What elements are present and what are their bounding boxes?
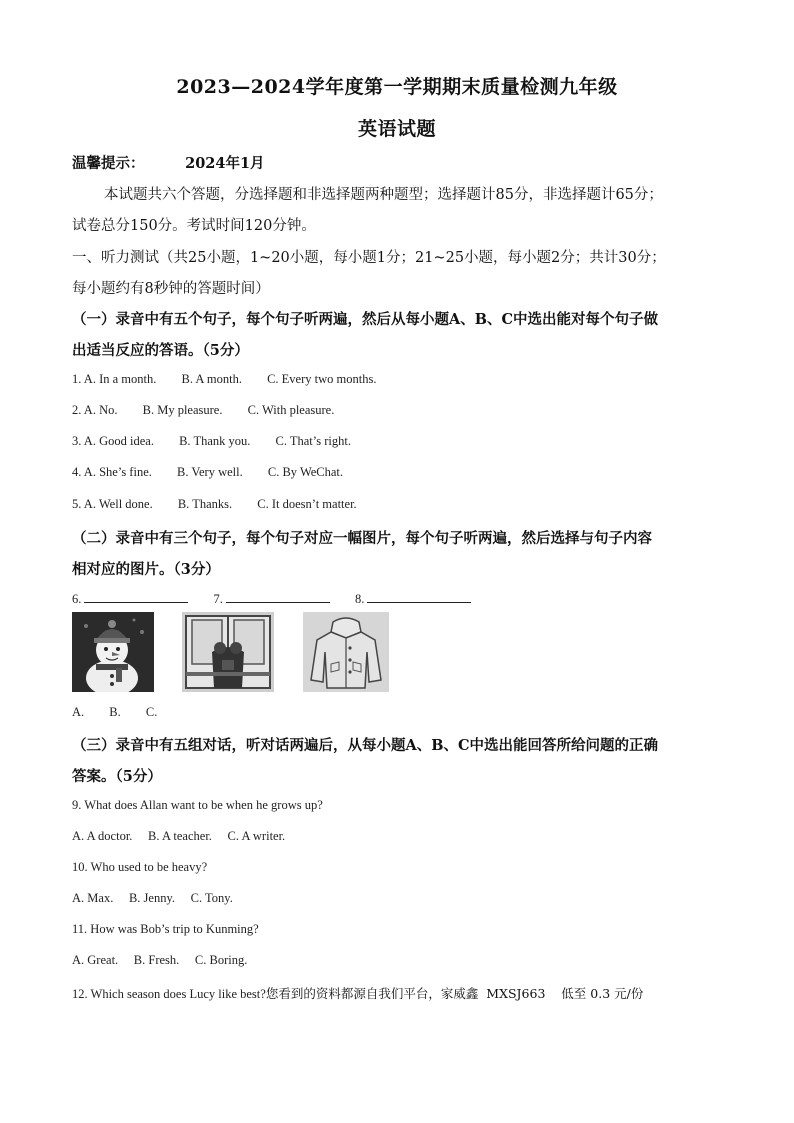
q-option-a: In a month. [99,372,157,386]
notice-label: 温馨提示： [72,155,145,172]
part1-instruction-1: （一）录音中有五个句子，每个句子听两遍，然后从每小题A、B、C中选出能对每个句子做 [72,311,659,328]
q-option-a: She’s fine. [99,465,152,479]
image-label-c: C. [145,705,158,719]
q-option-a: Good idea. [99,434,154,448]
question-11-options: A. Great. B. Fresh. C. Boring. [72,953,248,967]
question-2 [72,403,334,418]
q-option-c: C. With pleasure. [247,403,335,417]
question-3 [72,434,351,449]
coat-image [303,612,389,692]
exam-title: 2023—2024学年度第一学期期末质量检测九年级 [176,76,618,98]
image-label-b: B. [109,705,121,719]
blank-label-8: 8. [355,592,365,606]
section1-heading-1: 一、听力测试（共25小题，1~20小题，每小题1分；21~25小题，每小题2分；共计30分； [72,250,666,266]
question-12: 12. Which season does Lucy like best? [72,987,266,1001]
window-image [182,612,274,692]
question-10: 10. Who used to be heavy? [72,860,208,874]
q-num: 3. A. [72,434,96,448]
blank-label-6: 6. [72,592,82,606]
q-option-a: Well done. [98,497,153,511]
answer-blank-7[interactable] [226,590,330,603]
question-4 [72,465,343,480]
q-num: 4. A. [72,465,96,479]
q-option-b: B. My pleasure. [142,403,223,417]
watermark-text: 您看到的资料都源自我们平台，家威鑫 MXSJ663 低至 0.3 元/份 [265,986,644,1001]
snowman-image [72,612,154,692]
exam-date: 2024年1月 [185,155,265,172]
q-option-c: C. That’s right. [275,434,351,448]
q-num: 5. A. [72,497,96,511]
question-10-options: A. Max. B. Jenny. C. Tony. [72,891,233,905]
q-option-c: C. By WeChat. [267,465,344,479]
exam-subtitle: 英语试题 [357,118,436,140]
q-option-b: B. Thanks. [177,497,233,511]
q-option-c: C. It doesn’t matter. [257,497,357,511]
part3-instruction-2: 答案。（5分） [72,768,162,785]
question-11: 11. How was Bob’s trip to Kunming? [72,922,259,936]
question-12-row [72,984,643,1002]
intro-line-1: 本试题共六个答题，分选择题和非选择题两种题型；选择题计85分，非选择题计65分； [104,187,663,203]
intro-line-2: 试卷总分150分。考试时间120分钟。 [72,218,316,234]
image-labels-row [72,705,157,720]
section1-heading-2: 每小题约有8秒钟的答题时间） [72,281,270,297]
q-option-c: C. Every two months. [267,372,377,386]
part2-instruction-1: （二）录音中有三个句子，每个句子对应一幅图片，每个句子听两遍，然后选择与句子内容 [72,530,652,547]
answer-blanks-row [72,590,471,607]
part2-instruction-2: 相对应的图片。（3分） [72,561,220,578]
part3-instruction-1: （三）录音中有五组对话，听对话两遍后，从每小题A、B、C中选出能回答所给问题的正确 [72,737,659,754]
question-1 [72,372,376,387]
q-option-a: No. [99,403,118,417]
q-num: 2. A. [72,403,96,417]
image-label-a: A. [72,705,85,719]
answer-blank-8[interactable] [367,590,471,603]
part1-instruction-2: 出适当反应的答语。（5分） [72,342,249,359]
question-9-options: A. A doctor. B. A teacher. C. A writer. [72,829,286,843]
blank-label-7: 7. [213,592,223,606]
notice-line [72,152,265,173]
q-option-b: B. A month. [181,372,242,386]
q-num: 1. A. [72,372,96,386]
q-option-b: B. Very well. [177,465,243,479]
question-9: 9. What does Allan want to be when he grows up? [72,798,323,812]
q-option-b: B. Thank you. [179,434,251,448]
question-5 [72,497,357,512]
answer-blank-6[interactable] [84,590,188,603]
